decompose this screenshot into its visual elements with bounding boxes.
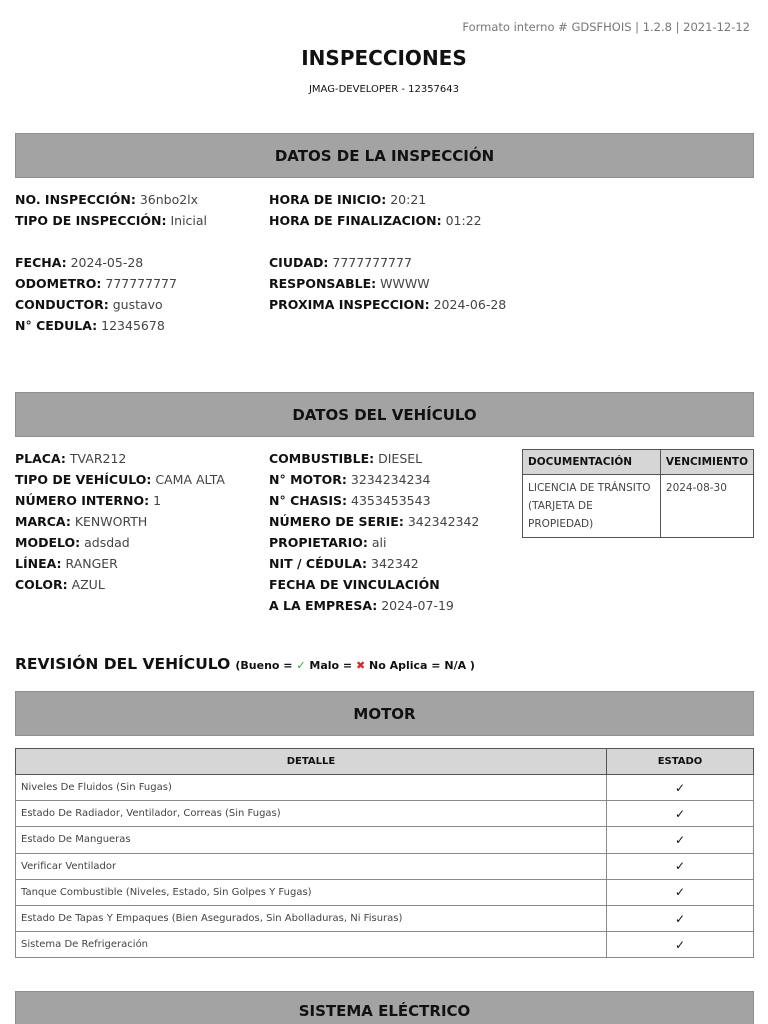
field-placa [15, 450, 126, 468]
label: N° CEDULA: [15, 318, 98, 333]
field-vinculacion [269, 597, 454, 615]
value: KENWORTH [74, 514, 148, 529]
field-cedula [15, 317, 165, 335]
label: CONDUCTOR: [15, 297, 109, 312]
field-numero-interno [15, 492, 161, 510]
label: FECHA: [15, 255, 67, 270]
label: MARCA: [15, 514, 71, 529]
field-responsable [269, 275, 430, 293]
check-icon: ✓ [607, 775, 754, 801]
value: Inicial [170, 213, 208, 228]
table-row [16, 905, 754, 931]
value: TVAR212 [69, 451, 127, 466]
label: HORA DE INICIO: [269, 192, 387, 207]
label: TIPO DE INSPECCIÓN: [15, 213, 167, 228]
field-vinculacion-label [269, 576, 440, 594]
field-linea [15, 555, 118, 573]
row-detalle: Estado De Mangueras [16, 827, 607, 853]
value: 2024-05-28 [70, 255, 144, 270]
value: 12345678 [101, 318, 165, 333]
value: 36nbo2lx [139, 192, 199, 207]
format-line: Formato interno # GDSFHOIS | 1.2.8 | 2021-12-12 [462, 20, 750, 34]
field-proxima-inspeccion [269, 296, 506, 314]
page-title: INSPECCIONES [301, 46, 467, 70]
section-motor-header: MOTOR [15, 691, 754, 736]
table-row [523, 475, 754, 538]
value: 20:21 [390, 192, 427, 207]
table-row [16, 827, 754, 853]
value: 2024-07-19 [381, 598, 454, 613]
legend-malo: Malo = [305, 659, 356, 672]
label: CIUDAD: [269, 255, 329, 270]
field-color [15, 576, 105, 594]
field-tipo-vehiculo [15, 471, 225, 489]
label: LÍNEA: [15, 556, 62, 571]
value: adsdad [84, 535, 130, 550]
field-no-inspeccion [15, 191, 198, 209]
table-row [16, 879, 754, 905]
revision-title: REVISIÓN DEL VEHÍCULO [15, 655, 231, 673]
label: A LA EMPRESA: [269, 598, 378, 613]
field-combustible [269, 450, 422, 468]
doc-name-line2: (TARJETA DE PROPIEDAD) [528, 500, 594, 530]
label: TIPO DE VEHÍCULO: [15, 472, 152, 487]
field-odometro [15, 275, 177, 293]
field-fecha [15, 254, 143, 272]
field-chasis [269, 492, 431, 510]
row-detalle: Tanque Combustible (Niveles, Estado, Sin Golpes Y Fugas) [16, 879, 607, 905]
row-detalle: Sistema De Refrigeración [16, 932, 607, 958]
label: ODOMETRO: [15, 276, 102, 291]
check-icon: ✓ [296, 659, 306, 672]
value: CAMA ALTA [155, 472, 225, 487]
value: DIESEL [378, 451, 423, 466]
value: RANGER [65, 556, 118, 571]
legend-open: (Bueno = [235, 659, 297, 672]
field-hora-inicio [269, 191, 426, 209]
label: PLACA: [15, 451, 66, 466]
motor-header-detalle: DETALLE [16, 749, 607, 775]
doc-name [523, 475, 661, 538]
section-inspection-header: DATOS DE LA INSPECCIÓN [15, 133, 754, 178]
label: N° CHASIS: [269, 493, 348, 508]
label: PROPIETARIO: [269, 535, 368, 550]
check-icon: ✓ [607, 801, 754, 827]
check-icon: ✓ [607, 905, 754, 931]
field-conductor [15, 296, 163, 314]
value: 7777777777 [332, 255, 412, 270]
value: 342342342 [407, 514, 480, 529]
table-row [16, 853, 754, 879]
table-row [16, 932, 754, 958]
cross-icon: ✖ [355, 659, 366, 672]
label: FECHA DE VINCULACIÓN [269, 577, 440, 592]
field-tipo-inspeccion [15, 212, 207, 230]
documents-table [522, 449, 754, 538]
section-vehicle-header: DATOS DEL VEHÍCULO [15, 392, 754, 437]
value: ali [371, 535, 387, 550]
section-electrico-header: SISTEMA ELÉCTRICO [15, 991, 754, 1024]
check-icon: ✓ [607, 932, 754, 958]
doc-name-line1: LICENCIA DE TRÁNSITO [528, 482, 651, 494]
label: PROXIMA INSPECCION: [269, 297, 430, 312]
doc-header-documentacion: DOCUMENTACIÓN [523, 450, 661, 475]
label: RESPONSABLE: [269, 276, 377, 291]
doc-header-vencimiento: VENCIMIENTO [660, 450, 753, 475]
value: 3234234234 [350, 472, 431, 487]
value: AZUL [71, 577, 105, 592]
value: 342342 [371, 556, 419, 571]
value: 1 [153, 493, 162, 508]
field-modelo [15, 534, 130, 552]
table-row [16, 801, 754, 827]
field-motor [269, 471, 430, 489]
revision-legend [235, 659, 475, 672]
check-icon: ✓ [607, 879, 754, 905]
field-ciudad [269, 254, 412, 272]
value: 777777777 [105, 276, 177, 291]
value: 2024-06-28 [433, 297, 507, 312]
row-detalle: Estado De Tapas Y Empaques (Bien Asegurados, Sin Abolladuras, Ni Fisuras) [16, 905, 607, 931]
label: NÚMERO INTERNO: [15, 493, 150, 508]
row-detalle: Estado De Radiador, Ventilador, Correas (Sin Fugas) [16, 801, 607, 827]
label: COMBUSTIBLE: [269, 451, 375, 466]
label: COLOR: [15, 577, 68, 592]
motor-table [15, 748, 754, 958]
label: MODELO: [15, 535, 81, 550]
value: 4353453543 [351, 493, 431, 508]
revision-heading [15, 654, 475, 673]
value: 01:22 [445, 213, 482, 228]
field-marca [15, 513, 147, 531]
check-icon: ✓ [607, 853, 754, 879]
field-propietario [269, 534, 387, 552]
label: NIT / CÉDULA: [269, 556, 368, 571]
page-subtitle: JMAG-DEVELOPER - 12357643 [308, 84, 460, 95]
value: WWWW [380, 276, 430, 291]
check-icon: ✓ [607, 827, 754, 853]
table-row [16, 775, 754, 801]
label: N° MOTOR: [269, 472, 347, 487]
row-detalle: Verificar Ventilador [16, 853, 607, 879]
label: NÚMERO DE SERIE: [269, 514, 404, 529]
doc-vencimiento: 2024-08-30 [660, 475, 753, 538]
field-hora-finalizacion [269, 212, 482, 230]
legend-rest: No Aplica = N/A ) [365, 659, 475, 672]
motor-header-estado: ESTADO [607, 749, 754, 775]
value: gustavo [112, 297, 163, 312]
label: NO. INSPECCIÓN: [15, 192, 136, 207]
field-numero-serie [269, 513, 479, 531]
row-detalle: Niveles De Fluidos (Sin Fugas) [16, 775, 607, 801]
field-nit-cedula [269, 555, 419, 573]
label: HORA DE FINALIZACION: [269, 213, 442, 228]
